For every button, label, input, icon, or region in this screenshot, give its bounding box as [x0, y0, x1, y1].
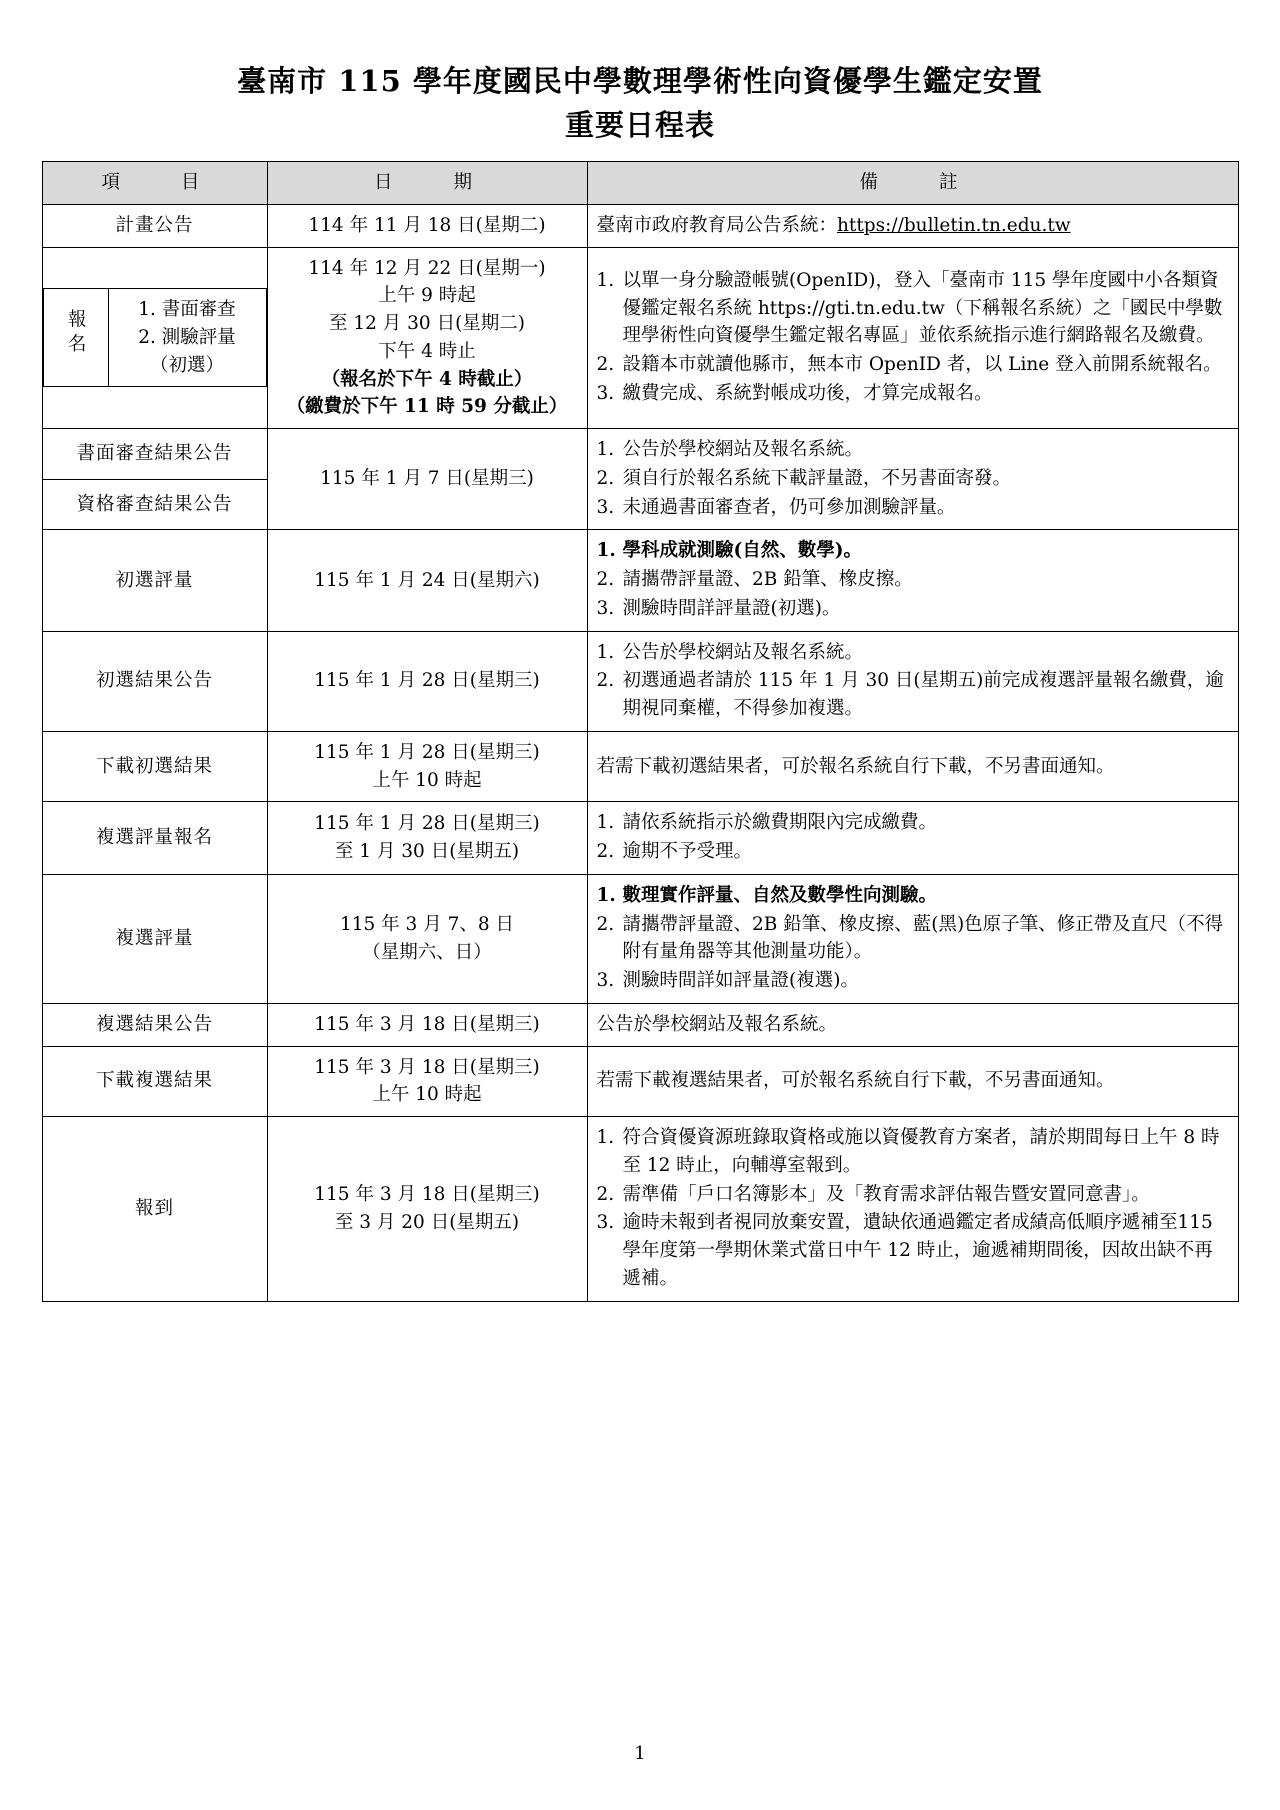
- row-date: 115 年 1 月 28 日(星期三): [267, 631, 587, 731]
- page-number: 1: [634, 1743, 646, 1764]
- row-item-label: 下載初選結果: [42, 731, 267, 802]
- row-date: [267, 1046, 587, 1117]
- date-deadline-note: （報名於下午 4 時截止）: [321, 368, 533, 390]
- note-item-text: 初選通過者請於 115 年 1 月 30 日(星期五)前完成複選評量報名繳費，逾期視同棄權，不得參加複選。: [622, 670, 1224, 719]
- table-row: [42, 530, 1238, 631]
- note-item: 3. 繳費完成、系統對帳成功後，才算完成報名。: [596, 382, 993, 404]
- note-item-text: 繳費完成、系統對帳成功後，才算完成報名。: [622, 382, 993, 404]
- table-row: [42, 204, 1238, 247]
- row-note: [587, 530, 1238, 631]
- row-date: [267, 802, 587, 875]
- note-item: 1. 公告於學校網站及報名系統。: [596, 641, 864, 663]
- row-item-label: 初選結果公告: [42, 631, 267, 731]
- table-row: [42, 1003, 1238, 1046]
- title-line-2: 重要日程表: [564, 107, 715, 142]
- note-item: 2. 初選通過者請於 115 年 1 月 30 日(星期五)前完成複選評量報名繳費，逾期視同棄權，不得參加複選。: [596, 670, 1224, 719]
- row-note: [587, 631, 1238, 731]
- registration-vertical-label: 報名: [43, 289, 108, 387]
- note-item: 2. 需準備「戶口名簿影本」及「教育需求評估報告暨安置同意書」。: [596, 1183, 1150, 1205]
- column-header-item: 項 目: [42, 162, 267, 205]
- row-date: [267, 1117, 587, 1302]
- schedule-table: [42, 161, 1239, 1302]
- registration-subitems: [108, 289, 266, 387]
- note-item-text: 設籍本市就讀他縣市，無本市 OpenID 者，以 Line 登入前開系統報名。: [622, 354, 1222, 376]
- note-item: 3. 測驗時間詳如評量證(複選)。: [596, 970, 859, 991]
- table-row: [42, 731, 1238, 802]
- row-item-label: 初選評量: [42, 530, 267, 631]
- note-item-text: 未通過書面審查者，仍可參加測驗評量。: [622, 496, 956, 518]
- row-date: 115 年 1 月 7 日(星期三): [267, 429, 587, 530]
- row-item-label: 複選評量: [42, 874, 267, 1003]
- row-item-label: 資格審查結果公告: [42, 479, 267, 530]
- note-item: 3. 未通過書面審查者，仍可參加測驗評量。: [596, 496, 956, 518]
- row-note: 公告於學校網站及報名系統。: [587, 1003, 1238, 1046]
- column-header-note: 備 註: [587, 162, 1238, 205]
- note-item-text: 測驗時間詳如評量證(複選)。: [622, 970, 859, 991]
- table-row: [42, 874, 1238, 1003]
- row-date: 115 年 1 月 24 日(星期六): [267, 530, 587, 631]
- page-title: [40, 60, 1240, 147]
- row-note: 若需下載複選結果者，可於報名系統自行下載，不另書面通知。: [587, 1046, 1238, 1117]
- table-header-row: [42, 162, 1238, 205]
- row-note: [587, 247, 1238, 429]
- note-item: 1. 符合資優資源班錄取資格或施以資優教育方案者，請於期間每日上午 8 時至 12 時止，向輔導室報到。: [596, 1127, 1220, 1176]
- table-row: [42, 1117, 1238, 1302]
- date-line: 115 年 1 月 28 日(星期三): [314, 813, 540, 835]
- note-item-text: 逾時未報到者視同放棄安置，遺缺依通過鑑定者成績高低順序遞補至115學年度第一學期休業式當日中午 12 時止，逾遞補期間後，因故出缺不再遞補。: [622, 1212, 1213, 1289]
- note-item: 1. 數理實作評量、自然及數學性向測驗。: [596, 884, 938, 906]
- date-line: 115 年 3 月 18 日(星期三): [314, 1056, 540, 1078]
- row-item-label: 書面審查結果公告: [42, 429, 267, 480]
- row-note: [587, 204, 1238, 247]
- date-line: 至 1 月 30 日(星期五): [334, 841, 520, 862]
- date-line: 115 年 3 月 18 日(星期三): [314, 1184, 540, 1205]
- bulletin-link[interactable]: https://bulletin.tn.edu.tw: [837, 214, 1071, 236]
- note-item: 2. 須自行於報名系統下載評量證，不另書面寄發。: [596, 467, 1012, 489]
- note-item-text: 測驗時間詳評量證(初選)。: [622, 597, 841, 619]
- row-note: 若需下載初選結果者，可於報名系統自行下載，不另書面通知。: [587, 731, 1238, 802]
- note-item: 1. 以單一身分驗證帳號(OpenID)，登入「臺南市 115 學年度國中小各類資優鑑定報名系統 https://gti.tn.edu.tw（下稱報名系統）之「國民中學數理學術性向資優學生鑑定報名專區」並依系統指示進行網路報名及繳費。: [596, 269, 1223, 347]
- note-item: 1. 公告於學校網站及報名系統。: [596, 439, 864, 460]
- row-date: 114 年 11 月 18 日(星期二): [267, 204, 587, 247]
- registration-subitem: （初選）: [149, 354, 224, 376]
- note-item: 2. 逾期不予受理。: [596, 841, 753, 862]
- registration-subitem: 1. 書面審查: [138, 299, 236, 321]
- note-item: 1. 請依系統指示於繳費期限內完成繳費。: [596, 812, 938, 834]
- note-item: 3. 逾時未報到者視同放棄安置，遺缺依通過鑑定者成績高低順序遞補至115學年度第一學期休業式當日中午 12 時止，逾遞補期間後，因故出缺不再遞補。: [596, 1212, 1213, 1289]
- note-item-text: 請攜帶評量證、2B 鉛筆、橡皮擦。: [622, 569, 913, 590]
- row-date: 115 年 3 月 18 日(星期三): [267, 1003, 587, 1046]
- note-item-text: 數理實作評量、自然及數學性向測驗。: [622, 884, 938, 906]
- table-row: [42, 631, 1238, 731]
- note-item-text: 需準備「戶口名簿影本」及「教育需求評估報告暨安置同意書」。: [622, 1183, 1150, 1205]
- note-item-text: 公告於學校網站及報名系統。: [622, 439, 864, 460]
- note-item-text: 請攜帶評量證、2B 鉛筆、橡皮擦、藍(黑)色原子筆、修正帶及直尺（不得附有量角器等其他測量功能）。: [622, 913, 1224, 963]
- registration-subitem: 2. 測驗評量: [138, 326, 236, 348]
- row-date: [267, 247, 587, 429]
- row-item-label: 報到: [42, 1117, 267, 1302]
- date-line: 上午 9 時起: [378, 285, 476, 307]
- date-line: 至 12 月 30 日(星期二): [328, 313, 526, 334]
- date-line: 115 年 1 月 28 日(星期三): [314, 741, 540, 763]
- row-date: [267, 874, 587, 1003]
- note-item-text: 以單一身分驗證帳號(OpenID)，登入「臺南市 115 學年度國中小各類資優鑑定報名系統 https://gti.tn.edu.tw（下稱報名系統）之「國民中學數理學術性向資優學生鑑定報名專區」並依系統指示進行網路報名及繳費。: [622, 269, 1223, 347]
- row-note: [587, 802, 1238, 875]
- row-note: [587, 1117, 1238, 1302]
- column-header-date: 日 期: [267, 162, 587, 205]
- date-line: （星期六、日）: [362, 941, 492, 963]
- note-item-text: 公告於學校網站及報名系統。: [622, 641, 864, 663]
- note-item-text: 須自行於報名系統下載評量證，不另書面寄發。: [622, 467, 1012, 489]
- table-row: [42, 247, 1238, 429]
- row-item-label: 下載複選結果: [42, 1046, 267, 1117]
- note-item: 2. 請攜帶評量證、2B 鉛筆、橡皮擦。: [596, 569, 913, 590]
- note-item: 3. 測驗時間詳評量證(初選)。: [596, 597, 841, 619]
- row-item-registration: [42, 247, 267, 429]
- note-item-text: 學科成就測驗(自然、數學)。: [622, 540, 863, 562]
- row-item-label: 複選結果公告: [42, 1003, 267, 1046]
- row-date: [267, 731, 587, 802]
- note-item-text: 逾期不予受理。: [622, 841, 753, 862]
- date-line: 上午 10 時起: [372, 1084, 482, 1106]
- row-note: [587, 429, 1238, 530]
- note-item: 2. 設籍本市就讀他縣市，無本市 OpenID 者，以 Line 登入前開系統報名。: [596, 354, 1222, 376]
- date-line: 上午 10 時起: [372, 769, 482, 791]
- table-row: [42, 1046, 1238, 1117]
- row-note: [587, 874, 1238, 1003]
- date-line: 114 年 12 月 22 日(星期一): [308, 257, 546, 279]
- note-text: 臺南市政府教育局公告系統：: [596, 214, 838, 236]
- note-item-text: 符合資優資源班錄取資格或施以資優教育方案者，請於期間每日上午 8 時至 12 時止，向輔導室報到。: [622, 1127, 1220, 1176]
- table-row: [42, 802, 1238, 875]
- date-payment-deadline-note: （繳費於下午 11 時 59 分截止）: [286, 396, 568, 418]
- date-line: 至 3 月 20 日(星期五): [334, 1211, 520, 1233]
- note-item: 2. 請攜帶評量證、2B 鉛筆、橡皮擦、藍(黑)色原子筆、修正帶及直尺（不得附有量角器等其他測量功能）。: [596, 913, 1224, 963]
- row-item-label: 複選評量報名: [42, 802, 267, 875]
- date-line: 115 年 3 月 7、8 日: [339, 914, 515, 935]
- title-line-1: 臺南市 115 學年度國民中學數理學術性向資優學生鑑定安置: [237, 64, 1043, 98]
- note-item: 1. 學科成就測驗(自然、數學)。: [596, 540, 863, 562]
- table-row: [42, 429, 1238, 480]
- row-item-label: 計畫公告: [42, 204, 267, 247]
- note-item-text: 請依系統指示於繳費期限內完成繳費。: [622, 812, 938, 834]
- date-line: 下午 4 時止: [378, 340, 476, 362]
